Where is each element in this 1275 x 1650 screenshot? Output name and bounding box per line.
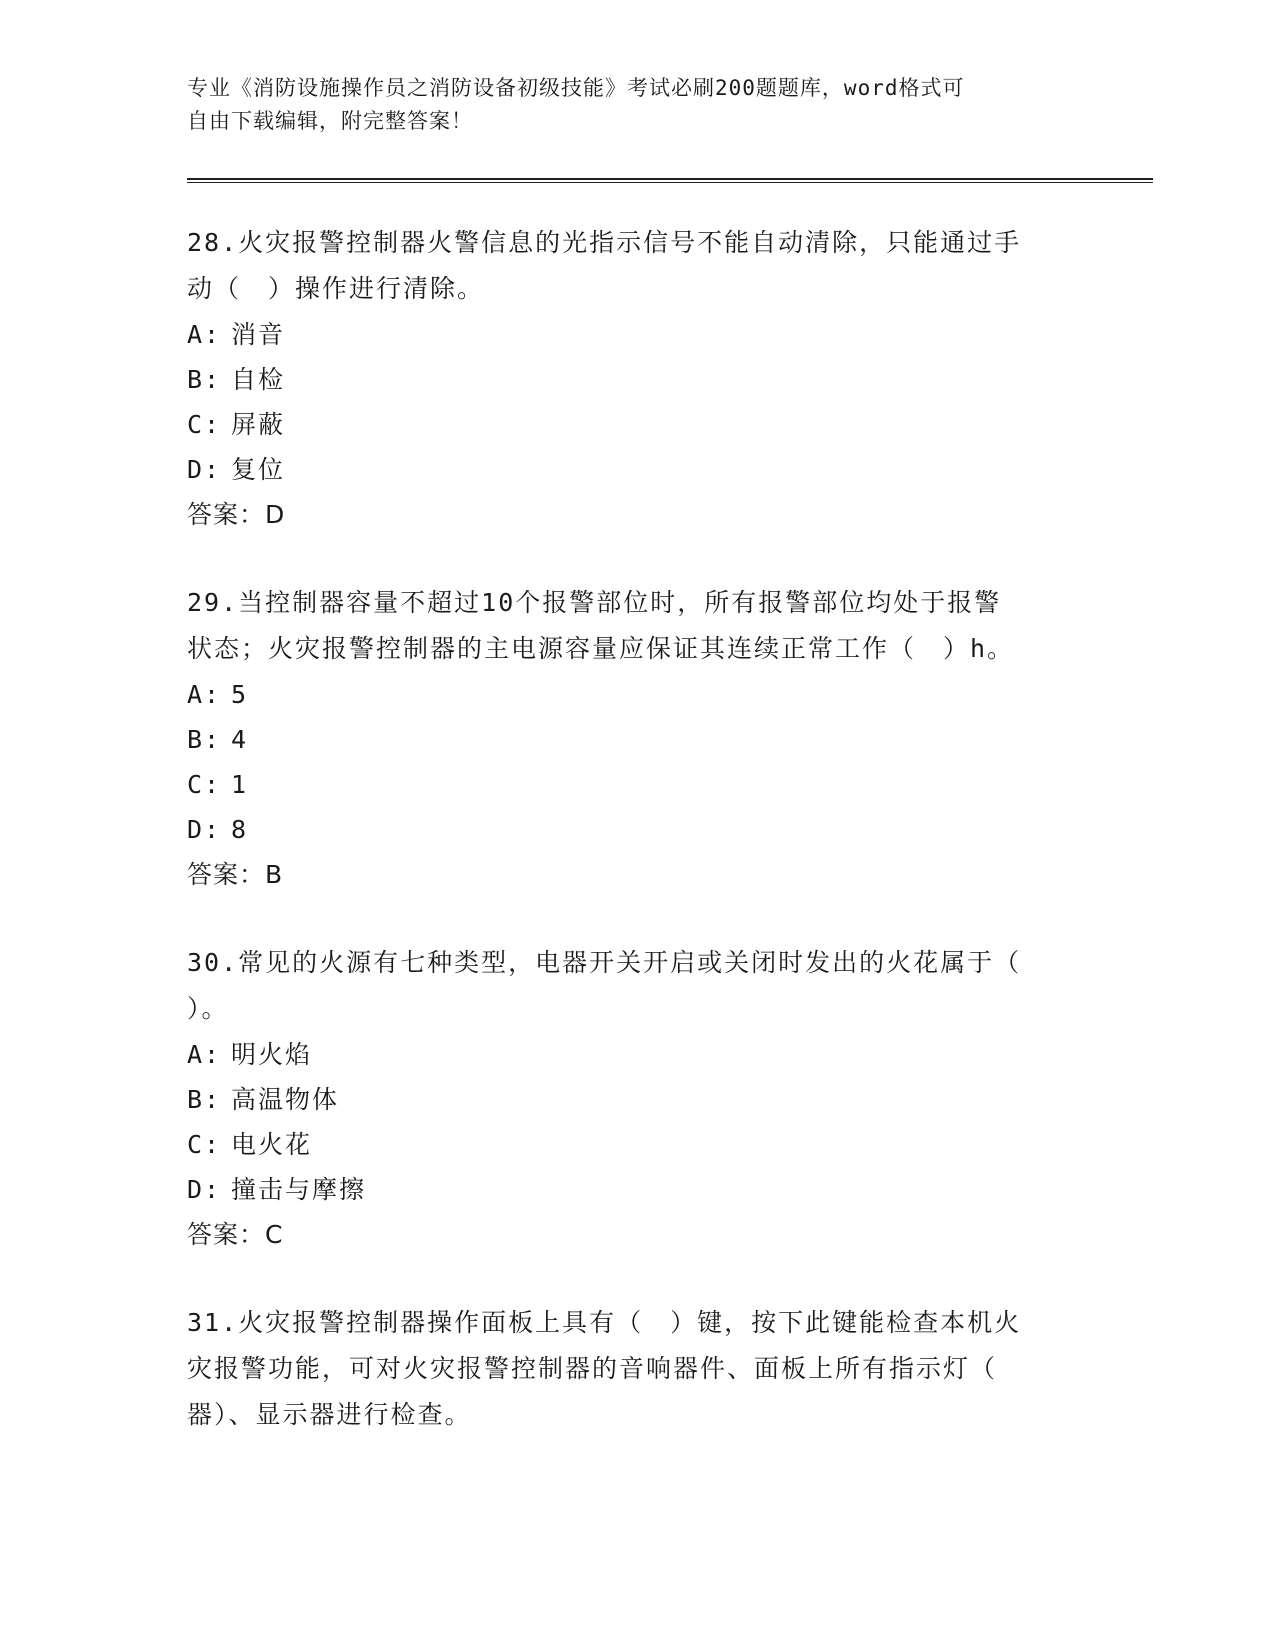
- option-letter: A:: [187, 1040, 222, 1069]
- option-text: 1: [231, 770, 249, 799]
- option-letter: B:: [187, 1085, 222, 1114]
- question-text-line: 灾报警功能，可对火灾报警控制器的音响器件、面板上所有指示灯（: [187, 1354, 998, 1383]
- answer-line: 答案：D: [187, 500, 286, 529]
- option-text: 复位: [231, 455, 286, 484]
- question-text-line: 29.当控制器容量不超过10个报警部位时，所有报警部位均处于报警: [187, 588, 1002, 617]
- option-text: 撞击与摩擦: [231, 1175, 367, 1204]
- option-letter: B:: [187, 725, 222, 754]
- option-c: [187, 1122, 1067, 1167]
- option-text: 5: [231, 680, 249, 709]
- question-text-line: 器）、显示器进行检查。: [187, 1400, 472, 1429]
- divider-thin-line: [187, 182, 1153, 183]
- option-text: 明火焰: [231, 1040, 313, 1069]
- answer-line: 答案：C: [187, 1220, 284, 1249]
- option-b: [187, 1077, 1067, 1122]
- option-d: [187, 1167, 1067, 1212]
- header-divider: [187, 178, 1153, 184]
- option-letter: D:: [187, 455, 222, 484]
- question-31: [187, 1300, 1067, 1438]
- option-a: [187, 1032, 1067, 1077]
- option-b: [187, 717, 1067, 762]
- answer-line: 答案：B: [187, 860, 284, 889]
- question-text-line: ）。: [187, 994, 229, 1023]
- option-text: 8: [231, 815, 249, 844]
- question-text-line: 31.火灾报警控制器操作面板上具有（ ）键，按下此键能检查本机火: [187, 1308, 1022, 1337]
- option-letter: C:: [187, 410, 222, 439]
- header-line-1: 专业《消防设施操作员之消防设备初级技能》考试必刷200题题库，word格式可: [187, 76, 965, 100]
- header-line-2: 自由下载编辑，附完整答案！: [187, 109, 473, 133]
- question-30: [187, 940, 1067, 1258]
- option-c: [187, 402, 1067, 447]
- option-letter: B:: [187, 365, 222, 394]
- option-d: [187, 807, 1067, 852]
- option-letter: C:: [187, 1130, 222, 1159]
- option-letter: D:: [187, 815, 222, 844]
- option-text: 消音: [231, 320, 286, 349]
- option-d: [187, 447, 1067, 492]
- divider-thick-line: [187, 178, 1153, 180]
- document-header: [187, 72, 1067, 138]
- option-text: 高温物体: [231, 1085, 340, 1114]
- option-letter: C:: [187, 770, 222, 799]
- option-a: [187, 312, 1067, 357]
- option-text: 屏蔽: [231, 410, 286, 439]
- question-text-line: 30.常见的火源有七种类型，电器开关开启或关闭时发出的火花属于（: [187, 948, 1022, 977]
- question-text-line: 状态；火灾报警控制器的主电源容量应保证其连续正常工作（ ）h。: [187, 634, 1015, 663]
- option-text: 电火花: [231, 1130, 313, 1159]
- question-29: [187, 580, 1067, 898]
- question-text-line: 动（ ）操作进行清除。: [187, 274, 485, 303]
- option-letter: A:: [187, 680, 222, 709]
- question-28: [187, 220, 1067, 538]
- option-a: [187, 672, 1067, 717]
- option-c: [187, 762, 1067, 807]
- option-letter: D:: [187, 1175, 222, 1204]
- question-text-line: 28.火灾报警控制器火警信息的光指示信号不能自动清除，只能通过手: [187, 228, 1022, 257]
- option-text: 自检: [231, 365, 286, 394]
- option-text: 4: [231, 725, 249, 754]
- option-b: [187, 357, 1067, 402]
- option-letter: A:: [187, 320, 222, 349]
